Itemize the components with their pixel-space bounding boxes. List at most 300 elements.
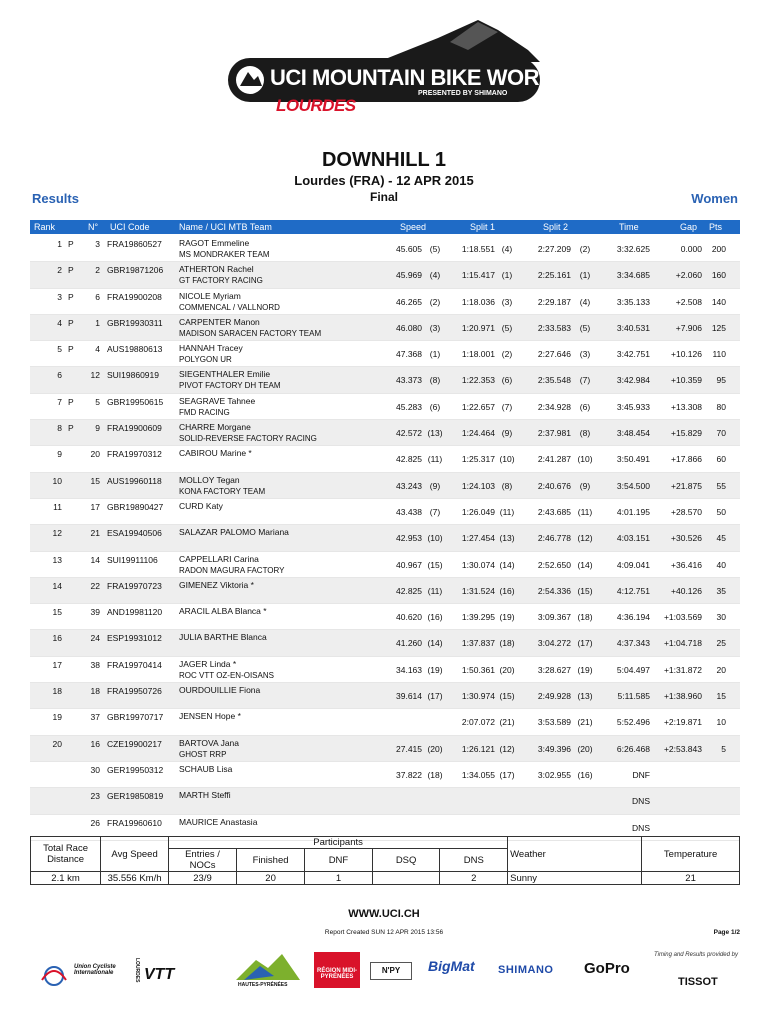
bib-number: 30 (90, 764, 100, 775)
rank: 9 (57, 449, 62, 460)
speed: 46.265 (396, 296, 422, 307)
time: 3:45.933 (616, 401, 650, 412)
gap: +10.359 (671, 375, 702, 386)
split1: 1:30.074 (461, 559, 495, 570)
split1-rank: (18) (499, 638, 515, 649)
table-row (30, 762, 740, 788)
time: 3:32.625 (616, 244, 650, 254)
results-table-body (30, 236, 740, 841)
split1: 1:18.001 (461, 349, 495, 360)
gap: +2:19.871 (663, 717, 702, 728)
uci-code: FRA19970414 (107, 659, 162, 670)
col-split2: Split 2 (543, 222, 569, 232)
summary-distance-header: Total Race Distance (31, 837, 101, 872)
rider-name: SALAZAR PALOMO Mariana (179, 527, 289, 538)
gap: +17.866 (671, 454, 702, 465)
time: 4:37.343 (616, 638, 650, 649)
time: 4:36.194 (616, 612, 650, 623)
table-row (30, 788, 740, 814)
p-flag: P (68, 423, 74, 434)
speed: 40.620 (396, 612, 422, 623)
uci-code: SUI19860919 (107, 370, 159, 381)
split1: 1:24.464 (461, 428, 495, 439)
p-flag: P (68, 291, 74, 302)
points: 95 (716, 375, 726, 386)
p-flag: P (68, 344, 74, 355)
bib-number: 18 (90, 686, 100, 697)
team-name: PIVOT FACTORY DH TEAM (179, 381, 281, 391)
rider-name: ARACIL ALBA Blanca * (179, 606, 267, 617)
rank: 8 (57, 423, 62, 434)
gap: +30.526 (671, 533, 702, 544)
rank: 16 (52, 633, 62, 644)
split2-rank: (16) (577, 769, 593, 780)
results-table-header (30, 220, 740, 234)
speed: 42.825 (396, 454, 422, 465)
rider-name: MARTH Steffi (179, 790, 231, 801)
table-row (30, 736, 740, 762)
table-row (30, 446, 740, 472)
summary-finished-header: Finished (237, 849, 305, 872)
gap: +21.875 (671, 480, 702, 491)
split2-rank: (1) (579, 270, 591, 281)
uci-code: ESA19940506 (107, 528, 162, 539)
points: 140 (711, 296, 726, 307)
team-name: KONA FACTORY TEAM (179, 486, 266, 496)
region-logo: RÉGION MIDI-PYRÉNÉES (314, 952, 360, 988)
event-title: DOWNHILL 1 (321, 149, 447, 171)
points: 35 (716, 585, 726, 596)
bib-number: 2 (95, 265, 100, 276)
uci-code: FRA19860527 (107, 239, 162, 249)
points: 45 (716, 533, 726, 544)
split2: 2:40.676 (537, 480, 571, 491)
rank: 10 (52, 475, 62, 486)
time: DNS (632, 796, 650, 807)
bib-number: 21 (90, 528, 100, 539)
split2-rank: (8) (579, 428, 591, 439)
split1-rank: (11) (499, 506, 515, 517)
rider-name: CHARRE Morgane (179, 422, 251, 433)
table-row (30, 630, 740, 656)
points: 5 (721, 743, 726, 754)
split1: 1:26.049 (461, 506, 495, 517)
summary-finished-value: 20 (237, 872, 305, 885)
summary-temperature-value: 21 (642, 872, 740, 885)
rider-name: ATHERTON Rachel (179, 264, 254, 275)
col-split1: Split 1 (470, 222, 496, 232)
points: 60 (716, 454, 726, 465)
split2-rank: (14) (577, 559, 593, 570)
speed-rank: (15) (427, 559, 443, 570)
rider-name: CABIROU Marine * (179, 448, 252, 459)
time: 4:12.751 (616, 585, 650, 596)
split1-rank: (4) (501, 244, 513, 254)
time: 4:03.151 (616, 533, 650, 544)
split2-rank: (13) (577, 691, 593, 702)
uci-code: GBR19930311 (107, 317, 163, 328)
split2: 2:29.187 (537, 296, 571, 307)
summary-dsq-value (372, 872, 440, 885)
category-label: Women (691, 191, 738, 206)
rank: 6 (57, 370, 62, 381)
rider-name: MAURICE Anastasia (179, 816, 258, 827)
split1: 1:27.454 (461, 533, 495, 544)
table-row (30, 394, 740, 420)
uci-code: ESP19931012 (107, 633, 162, 644)
timing-credit: Timing and Results provided by (654, 952, 738, 958)
rank: 2 (57, 265, 62, 276)
split2-rank: (19) (577, 664, 593, 675)
speed: 43.438 (396, 506, 422, 517)
uci-code: AUS19880613 (107, 344, 163, 355)
split2-rank: (10) (577, 454, 593, 465)
split2-rank: (15) (577, 585, 593, 596)
table-row (30, 552, 740, 578)
summary-dnf-value: 1 (305, 872, 373, 885)
bib-number: 9 (95, 423, 100, 434)
table-row (30, 473, 740, 499)
rider-name: GIMENEZ Viktoria * (179, 579, 254, 590)
rider-name: JULIA BARTHE Blanca (179, 632, 267, 643)
split2-rank: (3) (579, 349, 591, 360)
split1-rank: (9) (501, 428, 513, 439)
rank: 4 (57, 317, 62, 328)
bib-number: 14 (90, 554, 100, 565)
gap: +7.906 (675, 322, 702, 333)
uci-code: FRA19970723 (107, 580, 162, 591)
gopro-logo: GoPro (584, 960, 630, 977)
speed: 43.243 (396, 480, 422, 491)
split1: 1:20.971 (461, 322, 495, 333)
report-created: Report Created SUN 12 APR 2015 13:56 (324, 929, 444, 936)
table-row (30, 420, 740, 446)
points: 70 (716, 428, 726, 439)
hautes-pyrenees-graphic-icon (236, 952, 300, 980)
split2: 2:54.336 (537, 585, 571, 596)
team-name: RADON MAGURA FACTORY (179, 565, 285, 575)
speed-rank: (16) (427, 612, 443, 623)
split1: 1:31.524 (461, 585, 495, 596)
col-speed: Speed (400, 222, 427, 232)
tissot-logo: TISSOT (678, 976, 718, 988)
speed-rank: (20) (427, 743, 443, 754)
split1-rank: (17) (499, 769, 515, 780)
speed-rank: (3) (429, 322, 441, 333)
bib-number: 39 (90, 607, 100, 618)
bib-number: 24 (90, 633, 100, 644)
uci-world-cup-logo (228, 20, 618, 120)
split2: 2:43.685 (537, 506, 571, 517)
bib-number: 23 (90, 791, 100, 802)
speed-rank: (9) (429, 480, 441, 491)
speed-rank: (19) (427, 664, 443, 675)
speed-rank: (6) (429, 401, 441, 412)
summary-weather-header: Weather (508, 837, 642, 872)
split2-rank: (12) (577, 533, 593, 544)
rider-name: JENSEN Hope * (179, 711, 241, 722)
rank: 7 (57, 396, 62, 407)
uci-code: FRA19960610 (107, 817, 162, 828)
speed-rank: (11) (427, 454, 443, 465)
table-row (30, 289, 740, 315)
split1: 1:22.657 (461, 401, 495, 412)
rank: 12 (52, 528, 62, 539)
points: 160 (711, 270, 726, 281)
uci-code: FRA19950726 (107, 686, 162, 697)
speed-rank: (11) (427, 585, 443, 596)
col-pts: Pts (709, 222, 723, 232)
points: 20 (716, 664, 726, 675)
summary-avg-speed-value: 35.556 Km/h (101, 872, 169, 885)
table-row (30, 709, 740, 735)
split2: 2:33.583 (537, 322, 571, 333)
speed-rank: (10) (427, 533, 443, 544)
split2-rank: (20) (577, 743, 593, 754)
split2: 3:53.589 (537, 717, 571, 728)
vtt-logo: VTT (144, 966, 175, 983)
split1-rank: (13) (499, 533, 515, 544)
team-name: COMMENCAL / VALLNORD (179, 302, 280, 312)
time: 3:50.491 (616, 454, 650, 465)
rank: 3 (57, 291, 62, 302)
summary-dnf-header: DNF (305, 849, 373, 872)
rider-name: BARTOVA Jana (179, 737, 240, 748)
team-name: SOLID-REVERSE FACTORY RACING (179, 434, 317, 444)
split1: 1:37.837 (461, 638, 495, 649)
bib-number: 17 (90, 501, 100, 512)
rider-name: CARPENTER Manon (179, 316, 260, 327)
bib-number: 20 (90, 449, 100, 460)
table-row (30, 683, 740, 709)
uci-code: GBR19970717 (107, 712, 164, 723)
uci-code: AND19981120 (107, 607, 163, 618)
uci-code: GBR19890427 (107, 501, 164, 512)
split2: 2:46.778 (537, 533, 571, 544)
split2: 2:25.161 (537, 270, 571, 281)
bib-number: 38 (90, 659, 100, 670)
rank: 20 (52, 738, 62, 749)
time: 5:04.497 (616, 664, 650, 675)
points: 80 (716, 401, 726, 412)
rider-name: CAPPELLARI Carina (179, 553, 259, 564)
split1: 1:18.551 (461, 244, 495, 254)
split2: 2:34.928 (537, 401, 571, 412)
p-flag: P (68, 317, 74, 328)
time: DNF (632, 769, 650, 780)
bigmat-logo: BigMat (428, 958, 475, 974)
speed: 41.260 (396, 638, 422, 649)
points: 125 (711, 322, 726, 333)
split1: 1:25.317 (461, 454, 495, 465)
summary-distance-value: 2.1 km (31, 872, 101, 885)
split1: 1:15.417 (461, 270, 495, 281)
bib-number: 6 (95, 291, 100, 302)
split1-rank: (6) (501, 375, 513, 386)
col-code: UCI Code (110, 222, 150, 232)
speed: 42.825 (396, 585, 422, 596)
race-summary-table (30, 836, 740, 885)
rank: 11 (53, 501, 62, 512)
shimano-logo: SHIMANO (498, 964, 554, 976)
gap: +15.829 (671, 428, 702, 439)
rider-name: SEAGRAVE Tahnee (179, 395, 256, 406)
rank: 19 (52, 712, 62, 723)
time: 3:48.454 (616, 428, 650, 439)
bib-number: 4 (95, 344, 100, 355)
split2: 3:02.955 (537, 769, 571, 780)
speed: 47.368 (396, 349, 422, 360)
npy-logo: N'PY (370, 962, 412, 980)
uci-code: GBR19871206 (107, 265, 164, 276)
speed: 45.969 (396, 270, 422, 281)
rank: 14 (52, 580, 62, 591)
table-row (30, 525, 740, 551)
split2: 2:41.287 (537, 454, 571, 465)
rider-name: JAGER Linda * (179, 658, 237, 669)
split1: 1:26.121 (461, 743, 495, 754)
points: 55 (716, 480, 726, 491)
speed: 43.373 (396, 375, 422, 386)
split1-rank: (5) (501, 322, 513, 333)
speed: 46.080 (396, 322, 422, 333)
rank: 5 (57, 344, 62, 355)
split1: 1:18.036 (461, 296, 495, 307)
table-row (30, 367, 740, 393)
time: 3:34.685 (616, 270, 650, 281)
speed-rank: (18) (427, 769, 443, 780)
uci-code: AUS19960118 (107, 475, 162, 486)
results-label: Results (32, 191, 79, 206)
split1-rank: (3) (501, 296, 513, 307)
gap: +1:04.718 (663, 638, 702, 649)
gap: +40.126 (671, 585, 702, 596)
uci-code: GBR19950615 (107, 396, 164, 407)
uci-code: FRA19900208 (107, 291, 162, 302)
split1-rank: (7) (501, 401, 513, 412)
table-row (30, 657, 740, 683)
rider-name: NICOLE Myriam (179, 290, 241, 301)
summary-temperature-header: Temperature (642, 837, 740, 872)
table-row (30, 236, 740, 262)
split2: 2:27.209 (537, 244, 571, 254)
uci-code: GER19850819 (107, 791, 164, 802)
rider-name: HANNAH Tracey (179, 343, 243, 354)
logo-venue: LOURDES (276, 96, 356, 115)
table-row (30, 499, 740, 525)
gap: +2:53.843 (663, 743, 702, 754)
split2-rank: (7) (579, 375, 591, 386)
speed: 42.572 (396, 428, 422, 439)
table-row (30, 315, 740, 341)
bib-number: 3 (95, 239, 100, 249)
col-num: N° (88, 222, 99, 232)
split2: 2:27.646 (537, 349, 571, 360)
time: 3:54.500 (616, 480, 650, 491)
summary-weather-value: Sunny (508, 872, 642, 885)
points: 200 (711, 244, 726, 254)
gap: +2.060 (675, 270, 702, 281)
bib-number: 15 (90, 475, 100, 486)
p-flag: P (68, 265, 74, 276)
points: 30 (716, 612, 726, 623)
uci-code: SUI19911106 (107, 554, 158, 565)
team-name: ROC VTT OZ-EN-OISANS (179, 670, 274, 680)
speed: 40.967 (396, 559, 422, 570)
gap: +1:31.872 (663, 664, 702, 675)
speed: 39.614 (396, 691, 422, 702)
speed-rank: (8) (429, 375, 441, 386)
time: 5:11.585 (617, 691, 650, 702)
uci-code: CZE19900217 (107, 738, 162, 749)
split2: 2:35.548 (537, 375, 571, 386)
col-time: Time (619, 222, 639, 232)
rank: 18 (52, 686, 62, 697)
summary-dns-header: DNS (440, 849, 508, 872)
split1-rank: (2) (501, 349, 513, 360)
logo-title: UCI MOUNTAIN BIKE WORLD CUP (270, 65, 618, 90)
split1-rank: (1) (501, 270, 513, 281)
uci-logo-icon (36, 962, 72, 986)
speed: 37.822 (396, 769, 422, 780)
time: 5:52.496 (616, 717, 650, 728)
speed: 42.953 (396, 533, 422, 544)
uci-code: FRA19900609 (107, 423, 162, 434)
points: 15 (716, 691, 726, 702)
speed: 45.605 (396, 244, 422, 254)
col-name: Name / UCI MTB Team (179, 222, 272, 232)
speed-rank: (5) (429, 244, 441, 254)
bib-number: 1 (95, 317, 100, 328)
split2-rank: (4) (579, 296, 591, 307)
split1-rank: (10) (499, 454, 515, 465)
table-row (30, 262, 740, 288)
hautes-pyrenees-logo: HAUTES-PYRÉNÉES (238, 982, 288, 988)
split2: 3:49.396 (537, 743, 571, 754)
bib-number: 26 (90, 817, 100, 828)
team-name: GT FACTORY RACING (179, 276, 263, 286)
website-link[interactable]: WWW.UCI.CH (348, 908, 420, 920)
split2: 3:09.367 (537, 612, 571, 623)
logo-presented-by: PRESENTED BY SHIMANO (418, 90, 508, 97)
bib-number: 5 (95, 396, 100, 407)
team-name: GHOST RRP (179, 749, 227, 759)
split2: 2:49.928 (537, 691, 571, 702)
gap: +13.308 (671, 401, 702, 412)
split1-rank: (8) (501, 480, 513, 491)
speed-rank: (4) (429, 270, 441, 281)
summary-avg-speed-header: Avg Speed (101, 837, 169, 872)
speed-rank: (1) (429, 349, 441, 360)
split1: 1:22.353 (461, 375, 495, 386)
gap: +2.508 (675, 296, 702, 307)
col-gap: Gap (680, 222, 698, 232)
gap: 0.000 (680, 244, 702, 254)
rider-name: SIEGENTHALER Emilie (179, 369, 271, 380)
team-name: MS MONDRAKER TEAM (179, 250, 270, 259)
uci-name: Union Cycliste Internationale (74, 964, 116, 976)
split1-rank: (19) (499, 612, 515, 623)
split1-rank: (20) (499, 664, 515, 675)
p-flag: P (68, 396, 74, 407)
split1: 1:34.055 (461, 769, 495, 780)
rider-name: OURDOUILLIE Fiona (179, 685, 261, 696)
rank: 17 (52, 659, 62, 670)
summary-dsq-header: DSQ (372, 849, 440, 872)
col-rank: Rank (34, 222, 56, 232)
gap: +10.126 (671, 349, 702, 360)
table-row (30, 341, 740, 367)
